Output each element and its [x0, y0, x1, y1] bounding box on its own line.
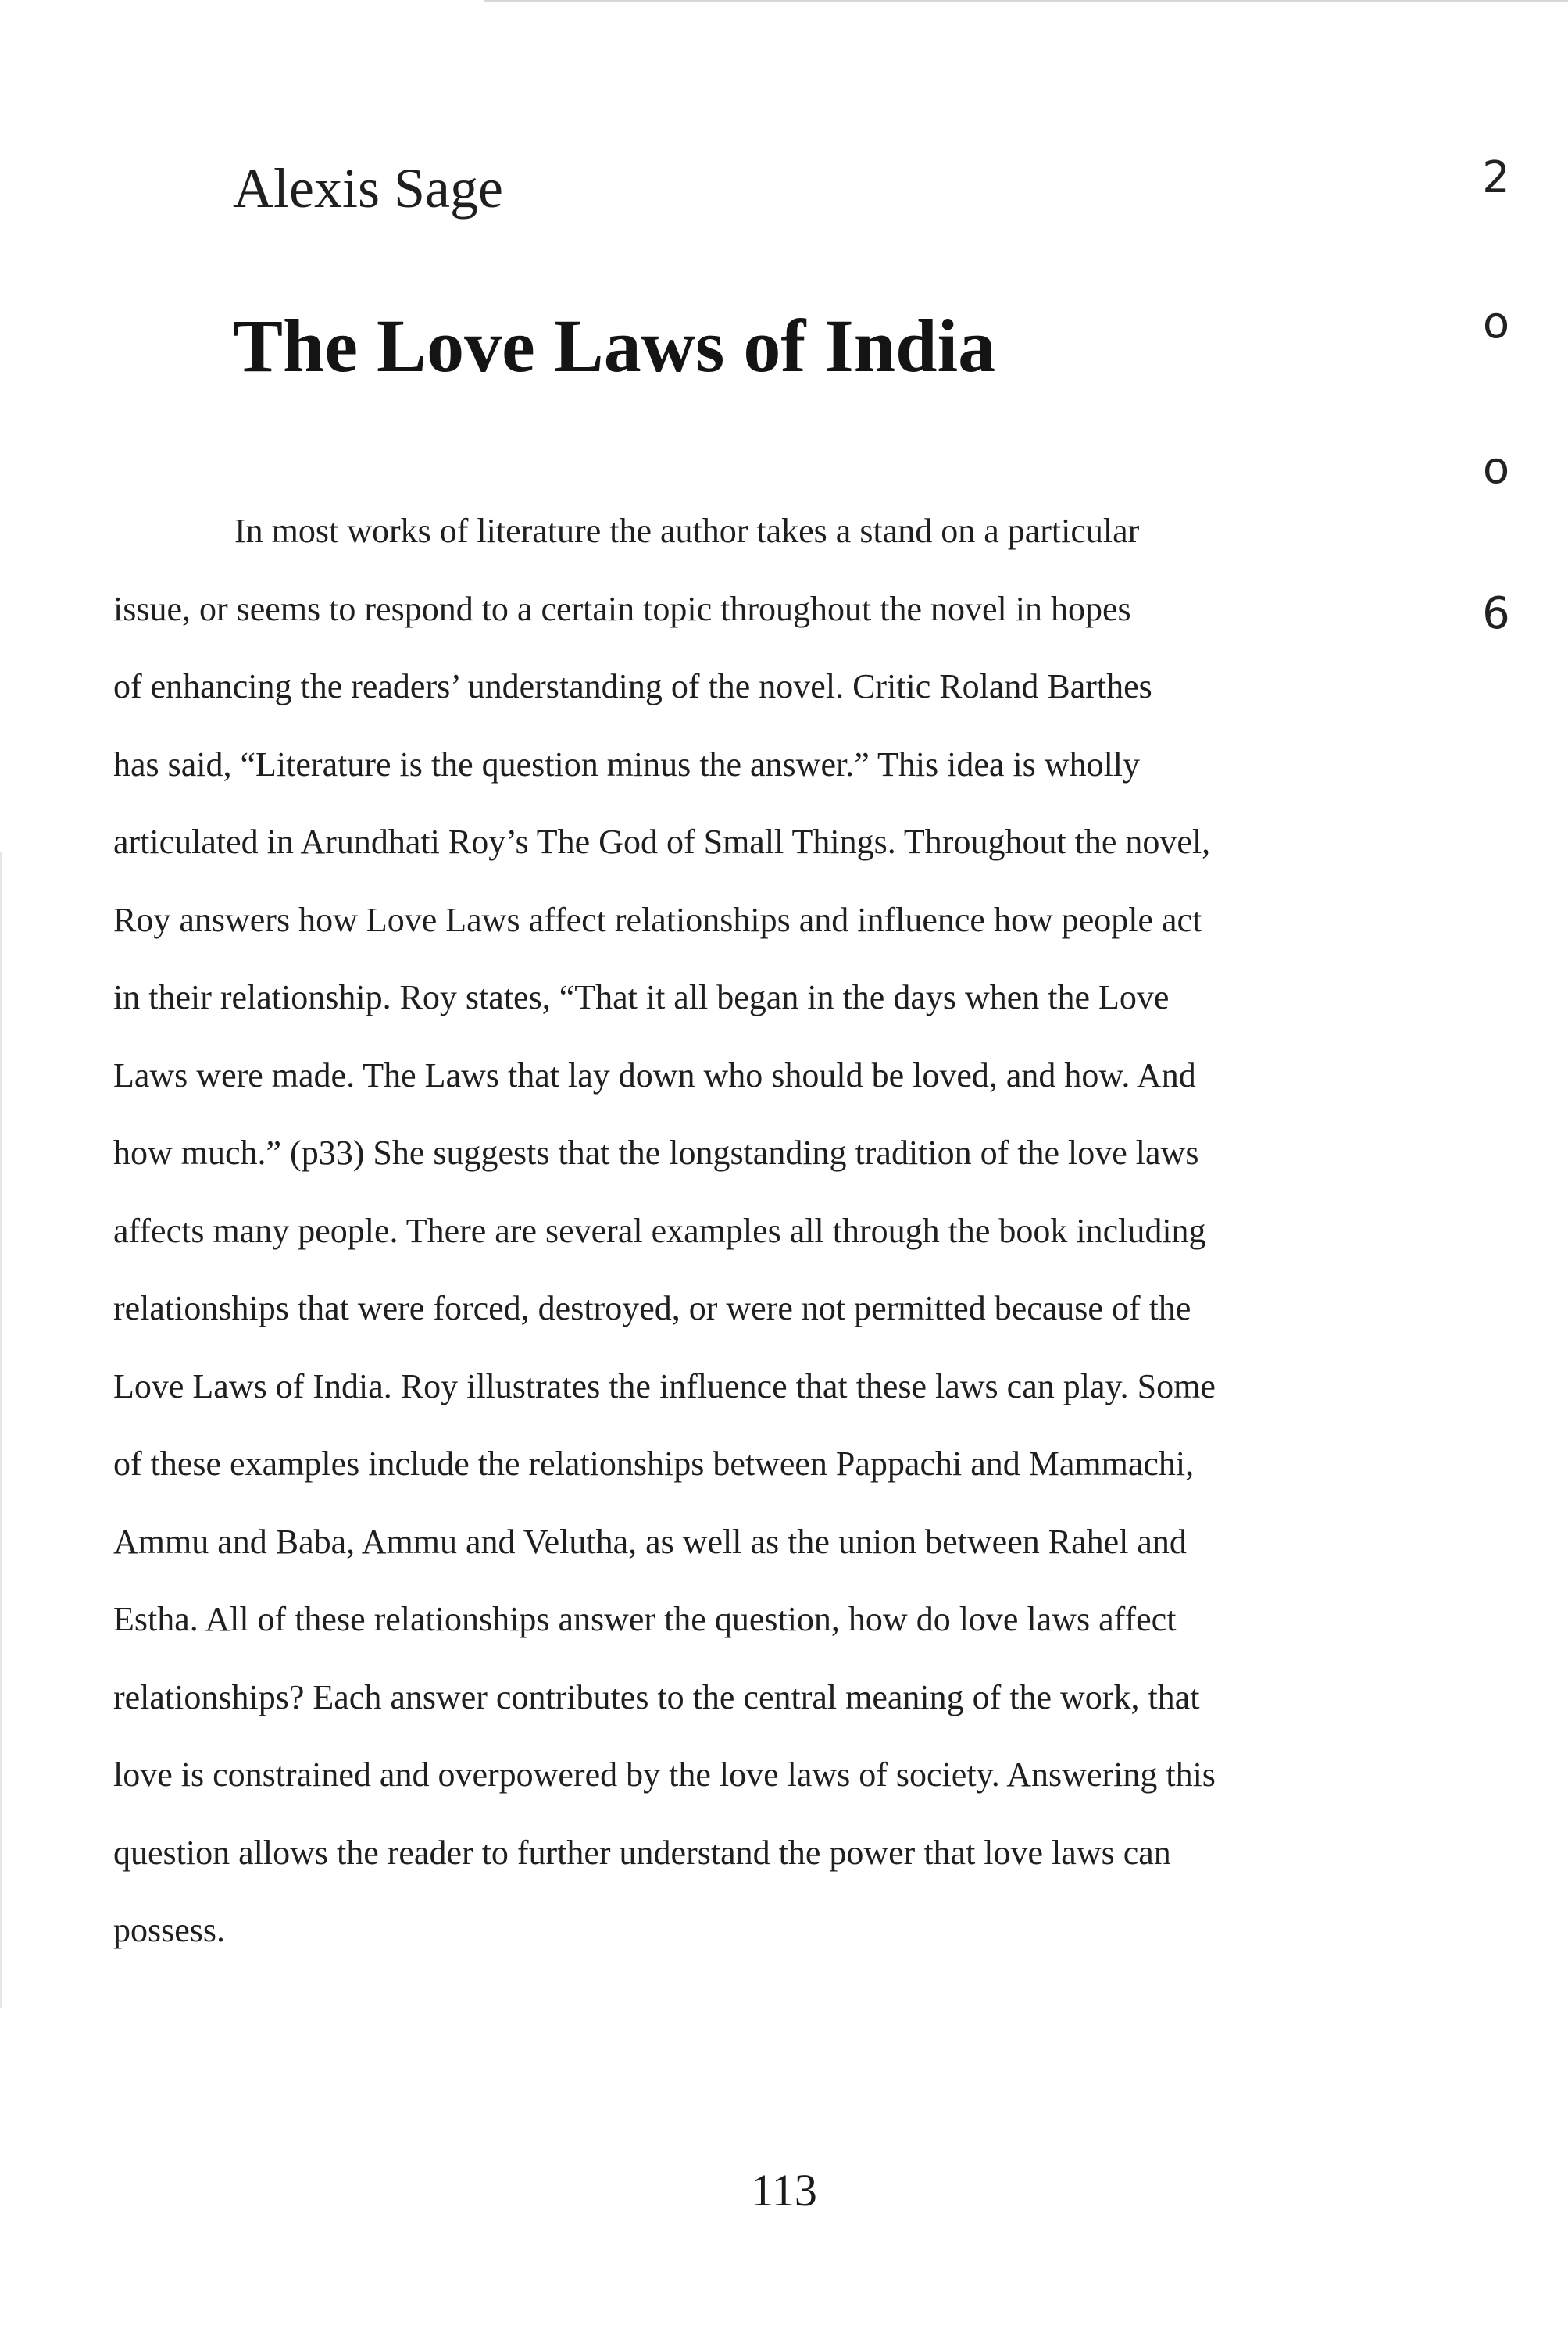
body-line: Roy answers how Love Laws affect relationships and influence how people act	[113, 900, 1202, 939]
body-line: has said, “Literature is the question minus the answer.” This idea is wholly	[113, 745, 1141, 784]
body-line: of enhancing the readers’ understanding of the novel. Critic Roland Barthes	[113, 667, 1152, 705]
year-digit: 6	[1482, 588, 1510, 639]
top-edge-rule	[484, 0, 1568, 2]
essay-body	[113, 492, 1426, 1970]
body-line: articulated in Arundhati Roy’s The God of Small Things. Throughout the novel,	[113, 823, 1211, 861]
left-page-edge	[0, 852, 2, 2008]
body-line: In most works of literature the author takes a stand on a particular	[234, 512, 1140, 550]
body-line: affects many people. There are several examples all through the book including	[113, 1211, 1206, 1250]
body-line: question allows the reader to further understand the power that love laws can	[113, 1833, 1171, 1872]
body-line: love is constrained and overpowered by the love laws of society. Answering this	[113, 1755, 1216, 1794]
page-number: 113	[751, 2165, 817, 2216]
body-line: in their relationship. Roy states, “That it all began in the days when the Love	[113, 978, 1170, 1016]
year-digit: o	[1482, 443, 1510, 494]
body-line: relationships? Each answer contributes to the central meaning of the work, that	[113, 1677, 1200, 1716]
body-line: Laws were made. The Laws that lay down who should be loved, and how. And	[113, 1055, 1196, 1095]
author-name: Alexis Sage	[233, 157, 503, 220]
body-line: issue, or seems to respond to a certain topic throughout the novel in hopes	[113, 589, 1131, 628]
body-line: relationships that were forced, destroyed, or were not permitted because of the	[113, 1289, 1191, 1327]
body-line: of these examples include the relationships between Pappachi and Mammachi,	[113, 1445, 1195, 1483]
vertical-year	[1469, 152, 1523, 737]
year-digit: 2	[1482, 152, 1510, 203]
body-line: how much.” (p33) She suggests that the longstanding tradition of the love laws	[113, 1134, 1199, 1172]
year-digit: o	[1482, 298, 1510, 348]
body-line: Estha. All of these relationships answer the question, how do love laws affect	[113, 1600, 1177, 1638]
body-line: possess.	[113, 1911, 226, 1949]
body-line: Ammu and Baba, Ammu and Velutha, as well as the union between Rahel and	[113, 1522, 1187, 1561]
essay-title: The Love Laws of India	[233, 304, 996, 387]
body-line: Love Laws of India. Roy illustrates the influence that these laws can play. Some	[113, 1366, 1216, 1405]
